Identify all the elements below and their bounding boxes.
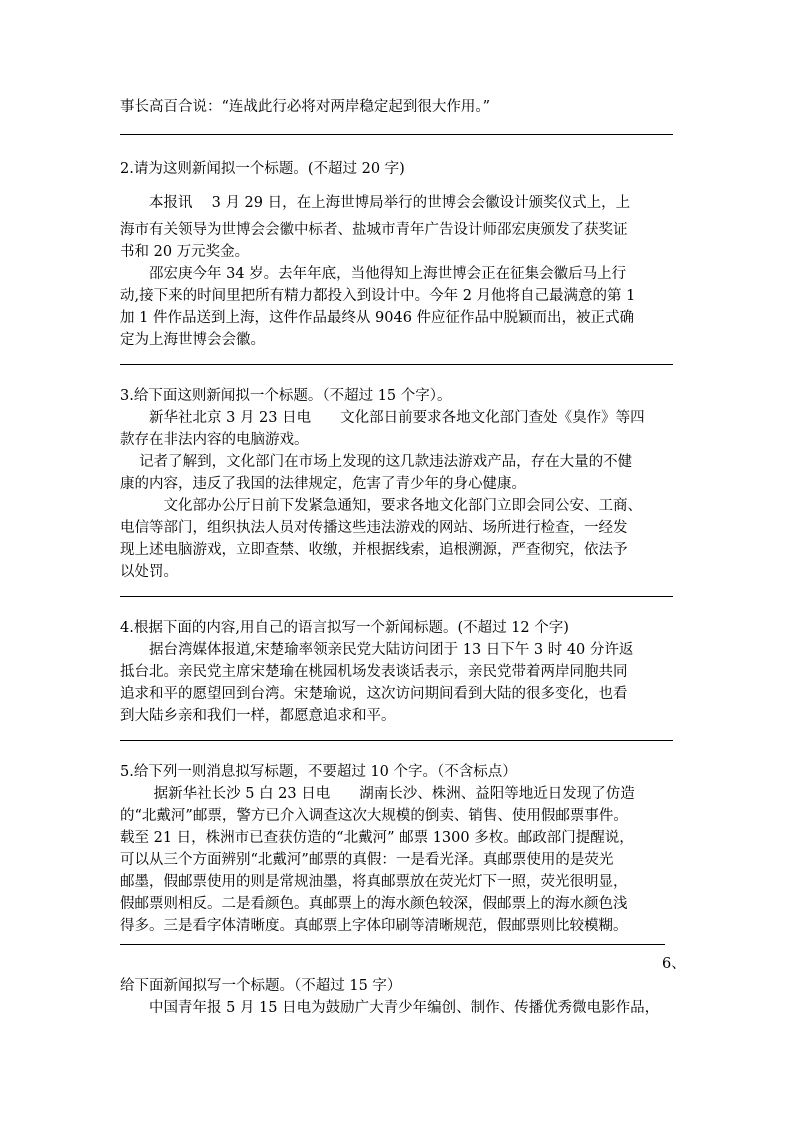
text-line: 邵宏庚今年 34 岁。去年年底，当他得知上海世博会正在征集会徽后马上行 <box>120 266 627 282</box>
text-line: 现上述电脑游戏，立即查禁、收缴，并根据线索，追根溯源，严查彻究，依法予 <box>120 542 628 558</box>
question-5: 5.给下列一则消息拟写标题，不要超过 10 个字。（不含标点） <box>120 764 517 780</box>
question-6: 给下面新闻拟写一个标题。（不超过 15 字） <box>120 978 402 994</box>
text-line: 以处罚。 <box>120 564 178 580</box>
text-line: 据台湾媒体报道,宋楚瑜率领亲民党大陆访问团于 13 日下午 3 时 40 分许返 <box>120 642 634 658</box>
question-2: 2.请为这则新闻拟一个标题。(不超过 20 字) <box>120 161 405 177</box>
text-line: 本报讯 3 月 29 日，在上海世博局举行的世博会会徽设计颁奖仪式上，上 <box>120 195 631 211</box>
answer-line[interactable] <box>120 944 665 945</box>
answer-line[interactable] <box>120 364 673 365</box>
text-line: 新华社北京 3 月 23 日电 文化部日前要求各地文化部门查处《臭作》等四 <box>120 410 645 426</box>
text-line: 假邮票则相反。二是看颜色。真邮票上的海水颜色较深，假邮票上的海水颜色浅 <box>120 896 628 912</box>
text-line: 海市有关领导为世博会会徽中标者、盐城市青年广告设计师邵宏庚颁发了获奖证 <box>120 222 628 238</box>
text-line: 加 1 件作品送到上海，这件作品最终从 9046 件应征作品中脱颖而出，被正式确 <box>120 310 635 326</box>
text-line: 中国青年报 5 月 15 日电为鼓励广大青少年编创、制作、传播优秀微电影作品， <box>120 1000 660 1016</box>
text-line: 动,接下来的时间里把所有精力都投入到设计中。今年 2 月他将自己最满意的第 1 <box>120 288 636 304</box>
text-line: 追求和平的愿望回到台湾。宋楚瑜说，这次访问期间看到大陆的很多变化，也看 <box>120 686 628 702</box>
text-line: 据新华社长沙 5 白 23 日电 湖南长沙、株洲、益阳等地近日发现了仿造 <box>120 786 635 802</box>
answer-line[interactable] <box>120 134 673 135</box>
text-line: 抵台北。亲民党主席宋楚瑜在桃园机场发表谈话表示，亲民党带着两岸同胞共同 <box>120 664 628 680</box>
text-line: 款存在非法内容的电脑游戏。 <box>120 432 309 448</box>
answer-line[interactable] <box>120 740 673 741</box>
text-line: 事长高百合说：“连战此行必将对两岸稳定起到很大作用。” <box>120 99 491 115</box>
text-line: 康的内容，违反了我国的法律规定，危害了青少年的身心健康。 <box>120 476 526 492</box>
question-4: 4.根据下面的内容,用自己的语言拟写一个新闻标题。(不超过 12 个字) <box>120 620 569 636</box>
text-line: 书和 20 万元奖金。 <box>120 244 250 260</box>
text-line: 记者了解到，文化部门在市场上发现的这几款违法游戏产品，存在大量的不健 <box>120 454 633 470</box>
text-line: 到大陆乡亲和我们一样，都愿意追求和平。 <box>120 708 396 724</box>
text-line: 可以从三个方面辨别“北戴河”邮票的真假：一是看光泽。真邮票使用的是荧光 <box>120 852 614 868</box>
text-line: 得多。三是看字体清晰度。真邮票上字体印刷等清晰规范，假邮票则比较模糊。 <box>120 918 628 934</box>
question-6-number: 6、 <box>662 956 686 972</box>
text-line: 电信等部门，组织执法人员对传播这些违法游戏的网站、场所进行检查，一经发 <box>120 520 628 536</box>
text-line: 的“北戴河”邮票，警方已介入调查这次大规模的倒卖、销售、使用假邮票事件。 <box>120 808 628 824</box>
text-line: 邮墨，假邮票使用的则是常规油墨，将真邮票放在荧光灯下一照，荧光很明显， <box>120 874 628 890</box>
text-line: 定为上海世博会会徽。 <box>120 332 265 348</box>
question-3: 3.给下面这则新闻拟一个标题。（不超过 15 个字）。 <box>120 388 452 404</box>
answer-line[interactable] <box>120 596 673 597</box>
text-line: 文化部办公厅日前下发紧急通知，要求各地文化部门立即会同公安、工商、 <box>120 498 642 514</box>
text-line: 载至 21 日，株洲市已查获仿造的“北戴河” 邮票 1300 多枚。邮政部门提醒说， <box>120 830 634 846</box>
